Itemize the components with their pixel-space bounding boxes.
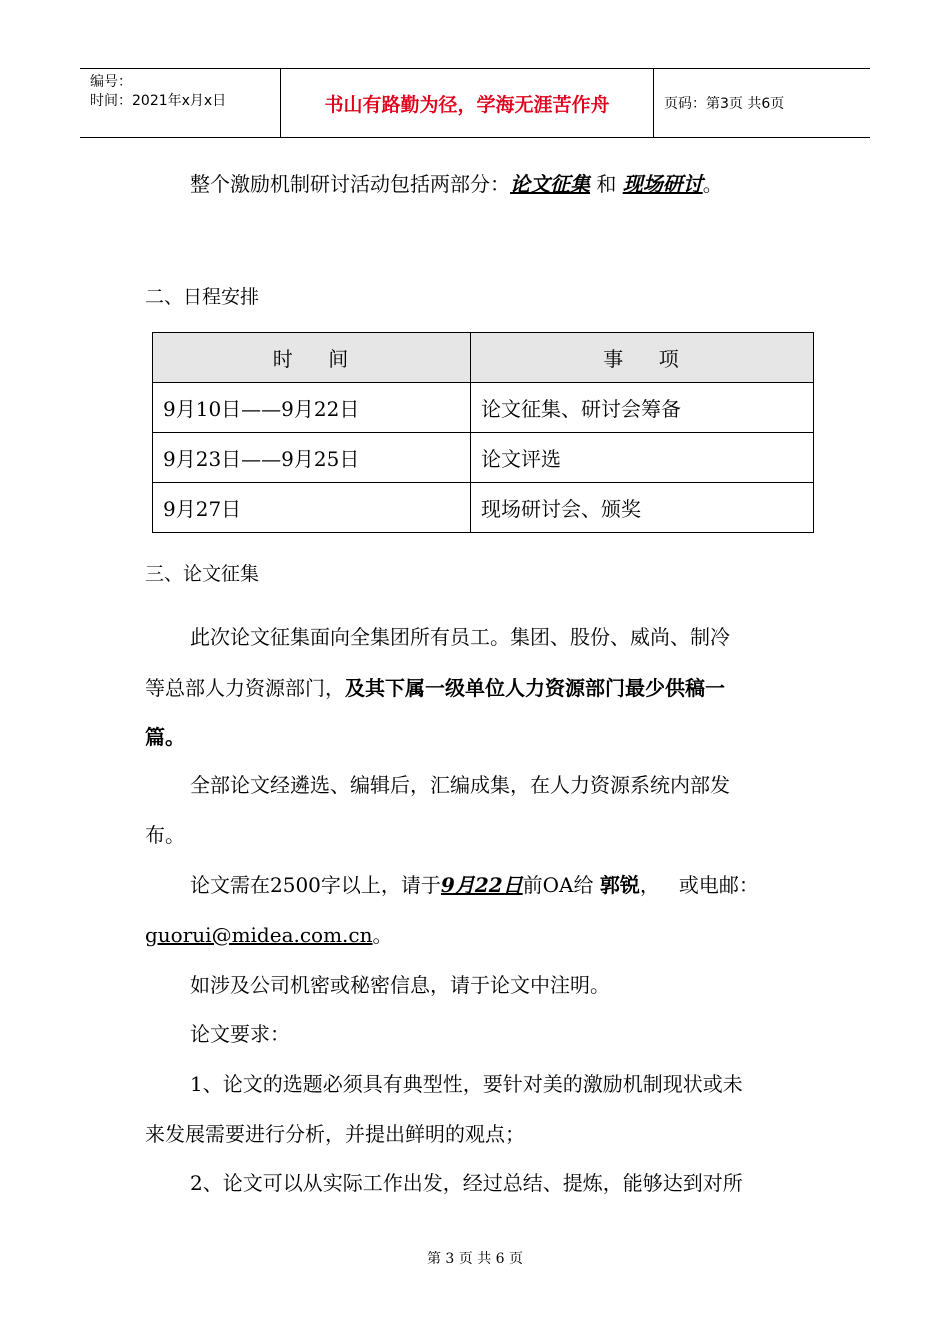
table-cell-time: 9月10日——9月22日 xyxy=(153,383,471,433)
req2-line1: 2、论文可以从实际工作出发，经过总结、提炼，能够达到对所 xyxy=(190,1171,743,1195)
para4: 如涉及公司机密或秘密信息，请于论文中注明。 xyxy=(190,973,610,997)
table-cell-item: 现场研讨会、颁奖 xyxy=(471,483,814,533)
req1-line2: 来发展需要进行分析，并提出鲜明的观点； xyxy=(145,1122,525,1146)
table-row xyxy=(153,433,814,483)
para3-line1 xyxy=(190,873,759,897)
section2-title: 二、日程安排 xyxy=(145,286,260,308)
intro-paragraph xyxy=(190,172,723,196)
header-page-label: 页码：第3页 共6页 xyxy=(664,96,785,112)
req1-line1: 1、论文的选题必须具有典型性，要针对美的激励机制现状或未 xyxy=(190,1072,743,1096)
para3-mid: 前OA给 xyxy=(522,873,600,897)
header-motto: 书山有路勤为径，学海无涯苦作舟 xyxy=(281,69,654,137)
para1-line2 xyxy=(145,676,725,700)
para1-line2-normal: 等总部人力资源部门， xyxy=(145,676,345,700)
contact-name: 郭锐 xyxy=(599,873,640,897)
para1-line2-bold: 及其下属一级单位人力资源部门最少供稿一 xyxy=(345,676,725,700)
page-footer: 第 3 页 共 6 页 xyxy=(426,1251,524,1267)
table-cell-time: 9月23日——9月25日 xyxy=(153,433,471,483)
intro-and: 和 xyxy=(590,172,623,196)
page-header xyxy=(80,68,870,138)
para1-line3: 篇。 xyxy=(145,725,185,749)
table-cell-time: 9月27日 xyxy=(153,483,471,533)
table-cell-item: 论文评选 xyxy=(471,433,814,483)
table-cell-item: 论文征集、研讨会筹备 xyxy=(471,383,814,433)
deadline-date: 9月22日 xyxy=(440,873,523,897)
para1-line1: 此次论文征集面向全集团所有员工。集团、股份、威尚、制冷 xyxy=(190,625,730,649)
para3-before: 论文需在2500字以上，请于 xyxy=(190,873,441,897)
number-label: 编号： xyxy=(90,74,132,90)
para5: 论文要求： xyxy=(190,1022,290,1046)
table-header-item: 事 项 xyxy=(471,333,814,383)
date-label: 时间：2021年x月x日 xyxy=(90,93,227,109)
table-row xyxy=(153,383,814,433)
para2-line2: 布。 xyxy=(145,823,185,847)
table-header-row xyxy=(153,333,814,383)
intro-part1: 论文征集 xyxy=(510,172,590,196)
section3-title: 三、论文征集 xyxy=(145,563,260,585)
email-end: 。 xyxy=(372,923,393,947)
table-header-time: 时 间 xyxy=(153,333,471,383)
email-link[interactable]: guorui@midea.com.cn xyxy=(145,923,373,947)
schedule-table xyxy=(152,332,814,533)
para3-after: ， 或电邮： xyxy=(639,873,759,897)
para2-line1: 全部论文经遴选、编辑后，汇编成集，在人力资源系统内部发 xyxy=(190,773,730,797)
para3-line2 xyxy=(145,923,393,947)
header-meta xyxy=(80,69,281,137)
intro-end: 。 xyxy=(702,172,723,196)
intro-text: 整个激励机制研讨活动包括两部分： xyxy=(190,172,510,196)
intro-part2: 现场研讨 xyxy=(622,172,703,196)
table-row xyxy=(153,483,814,533)
